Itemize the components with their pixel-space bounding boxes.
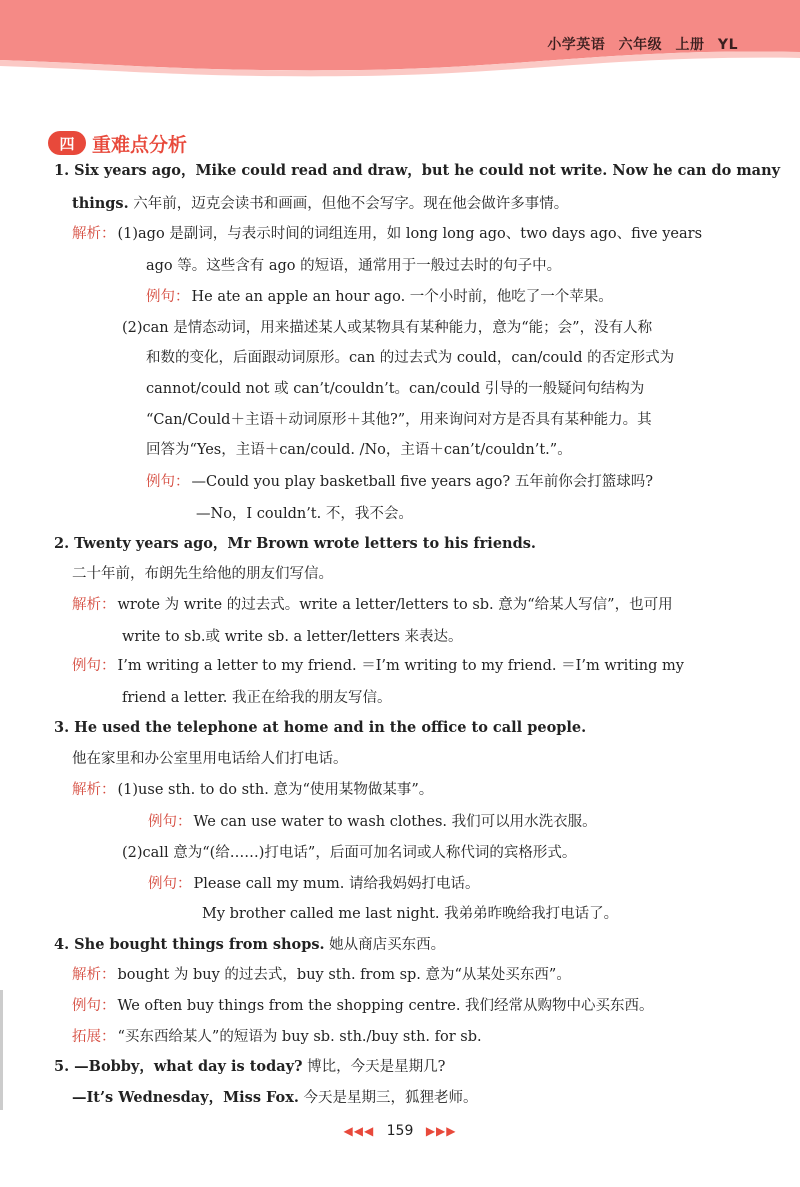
text-run: things.: [72, 195, 129, 212]
text-line: [146, 287, 613, 307]
text-line: [148, 874, 480, 894]
text-run: bought 为 buy 的过去式，buy sth. from sp. 意为“从某处买东西”。: [117, 967, 571, 983]
text-line: [72, 595, 673, 615]
text-run: (1)use sth. to do sth. 意为“使用某物做某事”。: [117, 782, 434, 798]
text-line: [54, 161, 780, 181]
text-line: [122, 843, 576, 863]
text-run: 和数的变化，后面跟动词原形。can 的过去式为 could，can/could 的否定形式为: [146, 350, 675, 366]
note-label: 拓展：: [72, 1029, 116, 1045]
text-line: [72, 564, 333, 584]
text-run: (2)call 意为“(给……)打电话”，后面可加名词或人称代词的宾格形式。: [122, 845, 577, 861]
text-line: [202, 904, 618, 924]
note-label: 解析：: [72, 782, 116, 798]
text-run: He ate an apple an hour ago. 一个小时前，他吃了一个苹果。: [191, 289, 613, 305]
text-run: 今天是星期三，狐狸老师。: [298, 1090, 478, 1106]
text-line: [72, 1027, 482, 1047]
text-run: My brother called me last night. 我弟弟昨晚给我打电话了。: [202, 906, 619, 922]
text-run: (2)can 是情态动词，用来描述某人或某物具有某种能力，意为“能；会”，没有人称: [122, 320, 653, 336]
text-line: [122, 318, 652, 338]
text-line: [146, 410, 652, 430]
page-footer: [0, 1123, 800, 1139]
section-title: [48, 130, 187, 156]
text-line: [146, 256, 561, 276]
note-label: 解析：: [72, 597, 116, 613]
text-run: friend a letter. 我正在给我的朋友写信。: [122, 690, 392, 706]
right-arrows-icon: ▶▶▶: [425, 1124, 457, 1138]
text-run: Please call my mum. 请给我妈妈打电话。: [193, 876, 480, 892]
text-line: [54, 935, 445, 955]
text-line: [72, 194, 568, 214]
note-label: 例句：: [146, 474, 190, 490]
note-label: 例句：: [146, 289, 190, 305]
text-run: We often buy things from the shopping centre. 我们经常从购物中心买东西。: [117, 998, 654, 1014]
note-label: 例句：: [148, 876, 192, 892]
text-run: 博比，今天是星期几?: [302, 1059, 446, 1075]
text-run: —It’s Wednesday，Miss Fox.: [72, 1089, 299, 1106]
text-line: [72, 224, 702, 244]
text-line: [54, 718, 586, 738]
text-run: 1. Six years ago，Mike could read and draw，but he could not write. Now he can do many: [54, 162, 781, 179]
note-label: 例句：: [72, 998, 116, 1014]
text-run: We can use water to wash clothes. 我们可以用水洗衣服。: [193, 814, 597, 830]
text-line: [54, 1057, 445, 1077]
note-label: 例句：: [72, 658, 116, 674]
header-title: 小学英语 六年级 上册 YL: [547, 37, 738, 53]
text-run: 她从商店买东西。: [324, 937, 446, 953]
note-label: 解析：: [72, 967, 116, 983]
note-label: 例句：: [148, 814, 192, 830]
text-run: —No，I couldn’t. 不，我不会。: [196, 506, 413, 522]
text-run: 他在家里和办公室里用电话给人们打电话。: [72, 751, 348, 767]
text-line: [54, 534, 536, 554]
text-line: [196, 504, 413, 524]
text-run: “买东西给某人”的短语为 buy sb. sth./buy sth. for sb.: [117, 1029, 482, 1045]
text-line: [122, 627, 463, 647]
text-line: [146, 472, 653, 492]
text-line: [72, 749, 348, 769]
text-run: —Could you play basketball five years ago? 五年前你会打篮球吗?: [191, 474, 654, 490]
text-line: [146, 440, 572, 460]
text-line: [72, 996, 654, 1016]
text-run: wrote 为 write 的过去式。write a letter/letters to sb. 意为“给某人写信”，也可用: [117, 597, 673, 613]
text-run: (1)ago 是副词，与表示时间的词组连用，如 long long ago、two days ago、five years: [117, 226, 703, 242]
page-edge-shadow: [0, 990, 3, 1110]
text-run: cannot/could not 或 can’t/couldn’t。can/could 引导的一般疑问句结构为: [146, 381, 645, 397]
text-line: [146, 348, 674, 368]
text-line: [122, 688, 392, 708]
note-label: 解析：: [72, 226, 116, 242]
text-run: 六年前，迈克会读书和画画，但他不会写字。现在他会做许多事情。: [128, 196, 569, 212]
text-run: 5. —Bobby，what day is today?: [54, 1058, 303, 1075]
section-badge: 四: [48, 131, 86, 155]
text-run: 2. Twenty years ago，Mr Brown wrote letters to his friends.: [54, 535, 536, 552]
page-number: 159: [386, 1123, 414, 1139]
text-run: ago 等。这些含有 ago 的短语，通常用于一般过去时的句子中。: [146, 258, 562, 274]
text-line: [148, 812, 597, 832]
text-run: “Can/Could＋主语＋动词原形＋其他?”，用来询问对方是否具有某种能力。其: [146, 412, 652, 428]
text-line: [72, 656, 684, 676]
text-run: 回答为“Yes，主语＋can/could. /No，主语＋can’t/couldn’t.”。: [146, 442, 572, 458]
text-line: [72, 780, 433, 800]
text-run: write to sb.或 write sb. a letter/letters 来表达。: [122, 629, 463, 645]
text-line: [146, 379, 644, 399]
text-run: 二十年前，布朗先生给他的朋友们写信。: [72, 566, 333, 582]
text-run: I’m writing a letter to my friend. ＝I’m writing to my friend. ＝I’m writing my: [117, 658, 684, 674]
text-line: [72, 1088, 478, 1108]
text-line: [72, 965, 571, 985]
header-band: [0, 0, 800, 80]
left-arrows-icon: ◀◀◀: [343, 1124, 375, 1138]
section-heading: 重难点分析: [92, 133, 188, 156]
text-run: 3. He used the telephone at home and in the office to call people.: [54, 719, 587, 736]
text-run: 4. She bought things from shops.: [54, 936, 325, 953]
